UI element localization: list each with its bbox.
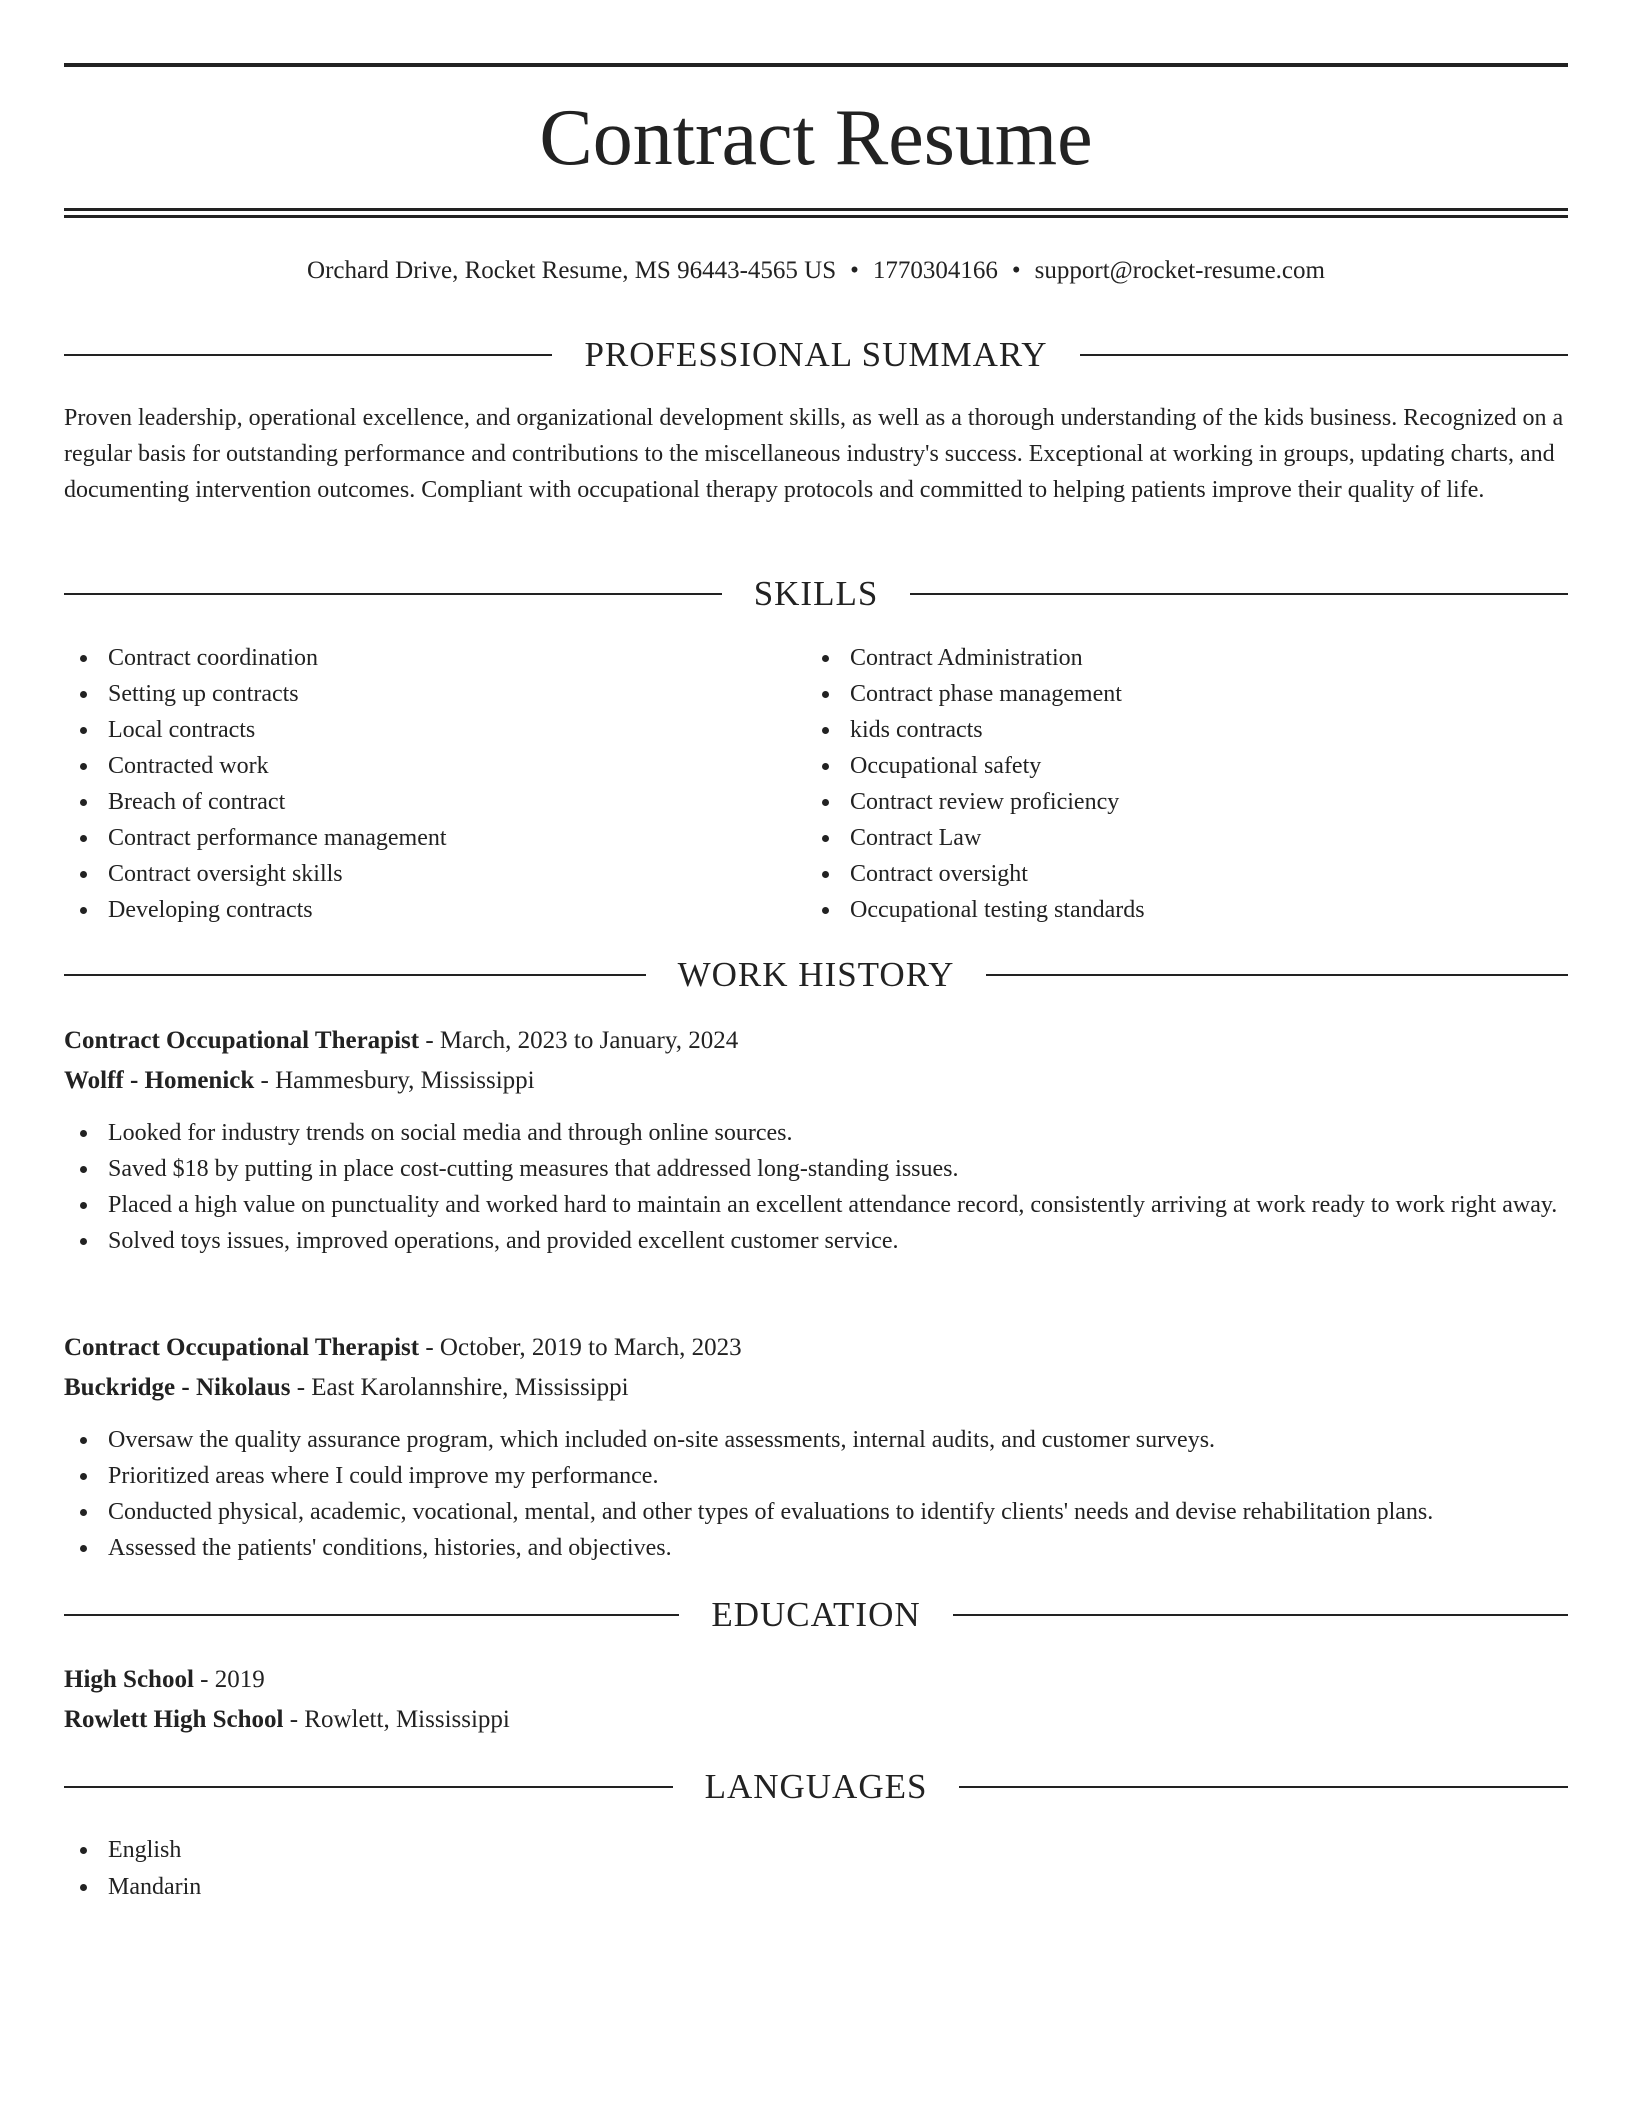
skill-item: kids contracts (806, 712, 1546, 748)
job-duty: Assessed the patients' conditions, histories, and objectives. (64, 1530, 1568, 1566)
contact-email: support@rocket-resume.com (1034, 257, 1325, 284)
heading-rule-left (64, 593, 722, 595)
education-school-line (64, 1700, 1568, 1740)
skills-heading: SKILLS (753, 574, 879, 613)
title-double-rule-lower (64, 215, 1568, 218)
education-location: - Rowlett, Mississippi (283, 1706, 510, 1733)
job-location: - East Karolannshire, Mississippi (290, 1374, 629, 1401)
top-rule (64, 63, 1568, 67)
languages-heading: LANGUAGES (704, 1767, 928, 1806)
languages-list (64, 1832, 1568, 1906)
heading-rule-left (64, 354, 552, 356)
job-dates: - March, 2023 to January, 2024 (419, 1027, 739, 1054)
job-company: Buckridge - Nikolaus (64, 1374, 291, 1401)
job-title-line (64, 1021, 1568, 1061)
skill-item: Contract Law (806, 820, 1546, 856)
skills-list-left (64, 640, 804, 928)
job-title: Contract Occupational Therapist (64, 1027, 420, 1054)
heading-rule-left (64, 974, 646, 976)
skill-item: Contract performance management (64, 820, 804, 856)
skill-item: Breach of contract (64, 784, 804, 820)
skill-item: Contract oversight skills (64, 856, 804, 892)
contact-phone: 1770304166 (872, 257, 998, 284)
language-item: English (64, 1832, 1568, 1869)
resume-title: Contract Resume (539, 94, 1093, 182)
contact-separator: • (1011, 257, 1021, 284)
skill-item: Developing contracts (64, 892, 804, 928)
section-heading-summary (64, 333, 1568, 377)
job-title: Contract Occupational Therapist (64, 1334, 420, 1361)
skills-list-right (806, 640, 1546, 928)
skill-item: Occupational safety (806, 748, 1546, 784)
skill-item: Setting up contracts (64, 676, 804, 712)
skill-item: Local contracts (64, 712, 804, 748)
contact-address: Orchard Drive, Rocket Resume, MS 96443-4565 US (307, 257, 837, 284)
job-dates: - October, 2019 to March, 2023 (419, 1334, 742, 1361)
job-duty: Solved toys issues, improved operations, and provided excellent customer service. (64, 1223, 1568, 1259)
education-degree-line (64, 1660, 1568, 1700)
section-heading-work (64, 953, 1568, 997)
job-duty: Oversaw the quality assurance program, which included on-site assessments, internal audits, and customer surveys. (64, 1422, 1568, 1458)
education-degree: High School (64, 1666, 194, 1693)
education-heading: EDUCATION (711, 1595, 921, 1634)
heading-rule-right (910, 593, 1568, 595)
skill-item: Contract phase management (806, 676, 1546, 712)
heading-rule-left (64, 1786, 673, 1788)
job-duties-list (64, 1115, 1568, 1259)
education-school: Rowlett High School (64, 1706, 284, 1733)
heading-rule-right (953, 1614, 1568, 1616)
contact-separator: • (850, 257, 859, 284)
heading-rule-right (959, 1786, 1568, 1788)
contact-line (64, 254, 1568, 288)
summary-text: Proven leadership, operational excellence, and organizational development skills, as well as a thorough understanding of the kids business. Recognized on a regular basis for outstanding performance and contributions to the miscellaneous industry's success. Exceptional at working in groups, updating charts, and documenting intervention outcomes. Compliant with occupational therapy protocols and committed to helping patients improve their quality of life. (64, 405, 1564, 503)
section-heading-skills (64, 572, 1568, 616)
skill-item: Contracted work (64, 748, 804, 784)
job-location: - Hammesbury, Mississippi (254, 1067, 535, 1094)
heading-rule-right (986, 974, 1568, 976)
job-company-line (64, 1368, 1568, 1408)
heading-rule-left (64, 1614, 679, 1616)
skill-item: Contract oversight (806, 856, 1546, 892)
section-heading-education (64, 1593, 1568, 1637)
language-item: Mandarin (64, 1869, 1568, 1906)
section-heading-languages (64, 1765, 1568, 1809)
job-duty: Looked for industry trends on social media and through online sources. (64, 1115, 1568, 1151)
skill-item: Contract review proficiency (806, 784, 1546, 820)
job-duty: Conducted physical, academic, vocational, mental, and other types of evaluations to identify clients' needs and devise rehabilitation plans. (64, 1494, 1568, 1530)
job-duty: Prioritized areas where I could improve my performance. (64, 1458, 1568, 1494)
job-duties-list (64, 1422, 1568, 1566)
job-company-line (64, 1061, 1568, 1101)
title-double-rule-upper (64, 208, 1568, 211)
skill-item: Occupational testing standards (806, 892, 1546, 928)
summary-heading: PROFESSIONAL SUMMARY (584, 335, 1048, 374)
skill-item: Contract coordination (64, 640, 804, 676)
job-duty: Saved $18 by putting in place cost-cutting measures that addressed long-standing issues. (64, 1151, 1568, 1187)
job-company: Wolff - Homenick (64, 1067, 255, 1094)
work-heading: WORK HISTORY (677, 955, 955, 994)
education-year: - 2019 (193, 1666, 265, 1693)
skill-item: Contract Administration (806, 640, 1546, 676)
heading-rule-right (1080, 354, 1568, 356)
job-title-line (64, 1328, 1568, 1368)
job-duty: Placed a high value on punctuality and worked hard to maintain an excellent attendance record, consistently arriving at work ready to work right away. (64, 1187, 1568, 1223)
